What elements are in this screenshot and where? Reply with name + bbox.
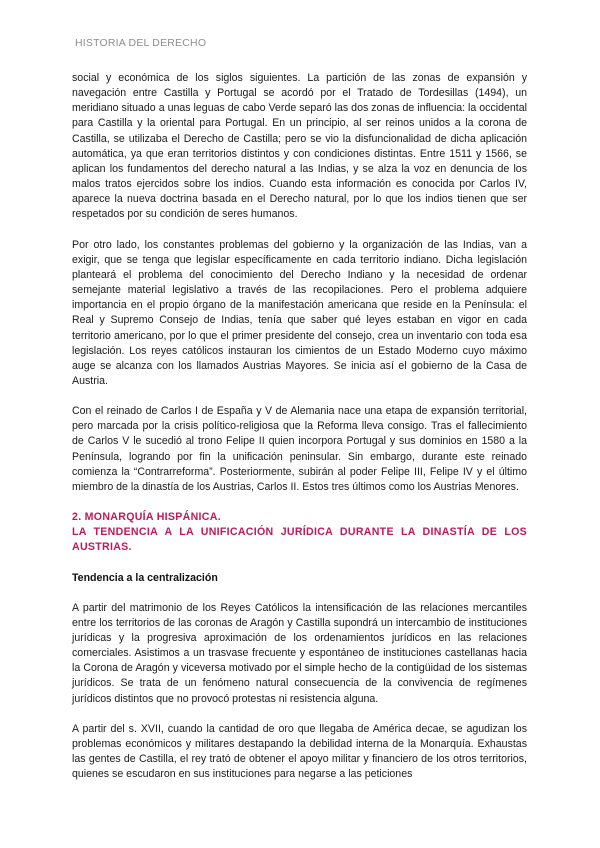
- page-body: [72, 71, 527, 782]
- running-header: HISTORIA DEL DERECHO: [75, 37, 207, 49]
- paragraph: social y económica de los siglos siguientes. La partición de las zonas de expansión y navegación entre Castilla y Portugal se acordó por el Tratado de Tordesillas (1494), un meridiano situado a unas leguas de cabo Verde separó las dos zonas de influencia: la occidental para Castilla y la oriental para Portugal. En un principio, al ser reinos unidos a la corona de Castilla, se utilizaba el Derecho de Castilla; pero se vio la disfuncionalidad de dicha aplicación automática, ya que eran territorios distintos y con condiciones distintas. Entre 1511 y 1566, se aplican los fundamentos del derecho natural a las Indias, y se alza la voz en denuncia de los malos tratos ejercidos sobre los indios. Cuando esta información es conocida por Carlos IV, aparece la nueva doctrina basada en el Derecho natural, por lo que los indios tienen que ser respetados por su condición de seres humanos.: [72, 72, 527, 221]
- paragraph: Por otro lado, los constantes problemas del gobierno y la organización de las Indias, van a exigir, que se tenga que legislar específicamente en cada territorio indiano. Dicha legislación planteará el problema del conocimiento del Derecho Indiano y la necesidad de ordenar semejante material legislativo a través de las recopilaciones. Pero el problema adquiere importancia en el propio órgano de la manifestación americana que reside en la Península: el Real y Supremo Consejo de Indias, tenía que saber qué leyes estaban en vigor en cada territorio americano, por lo que el primer presidente del consejo, crea un inventario con toda esa legislación. Los reyes católicos instauran los cimientos de un Estado Moderno cuyo máximo auge se alcanza con los llamados Austrias Mayores. Se inicia así el gobierno de la Casa de Austria.: [72, 238, 527, 387]
- section-title: 2. MONARQUÍA HISPÁNICA.: [72, 511, 221, 524]
- section-subtitle: LA TENDENCIA A LA UNIFICACIÓN JURÍDICA DURANTE LA DINASTÍA DE LOS AUSTRIAS.: [72, 526, 527, 554]
- subsection-title: Tendencia a la centralización: [72, 571, 218, 584]
- paragraph: A partir del s. XVII, cuando la cantidad de oro que llegaba de América decae, se agudizan los problemas económicos y militares destapando la debilidad interna de la Monarquía. Exhaustas las gentes de Castilla, el rey trató de obtener el apoyo militar y financiero de los otros territorios, quienes se escudaron en sus instituciones para negarse a las peticiones: [72, 722, 527, 781]
- paragraph: A partir del matrimonio de los Reyes Católicos la intensificación de las relaciones mercantiles entre los territorios de las coronas de Aragón y Castilla supondrá un intercambio de instituciones jurídicas y la progresiva aproximación de los ordenamientos jurídicos en las relaciones comerciales. Asistimos a un trasvase frecuente y espontáneo de instituciones castellanas hacia la Corona de Aragón y viceversa motivado por el simple hecho de la contigüidad de los sistemas jurídicos. Se trata de un fenómeno natural consecuencia de la convivencia de regímenes jurídicos distintos que no provocó protestas ni resistencia alguna.: [72, 601, 527, 705]
- section-heading: [72, 510, 527, 555]
- paragraph: Con el reinado de Carlos I de España y V de Alemania nace una etapa de expansión territorial, pero marcada por la crisis político-religiosa que la Reforma lleva consigo. Tras el fallecimiento de Carlos V le sucedió al trono Felipe II quien incorpora Portugal y sus dominios en 1580 a la Península, logrando por fin la unificación peninsular. Sin embargo, durante este reinado comienza la “Contrarreforma”. Posteriormente, subirán al poder Felipe III, Felipe IV y el último miembro de la dinastía de los Austrias, Carlos II. Estos tres últimos como los Austrias Menores.: [72, 405, 527, 493]
